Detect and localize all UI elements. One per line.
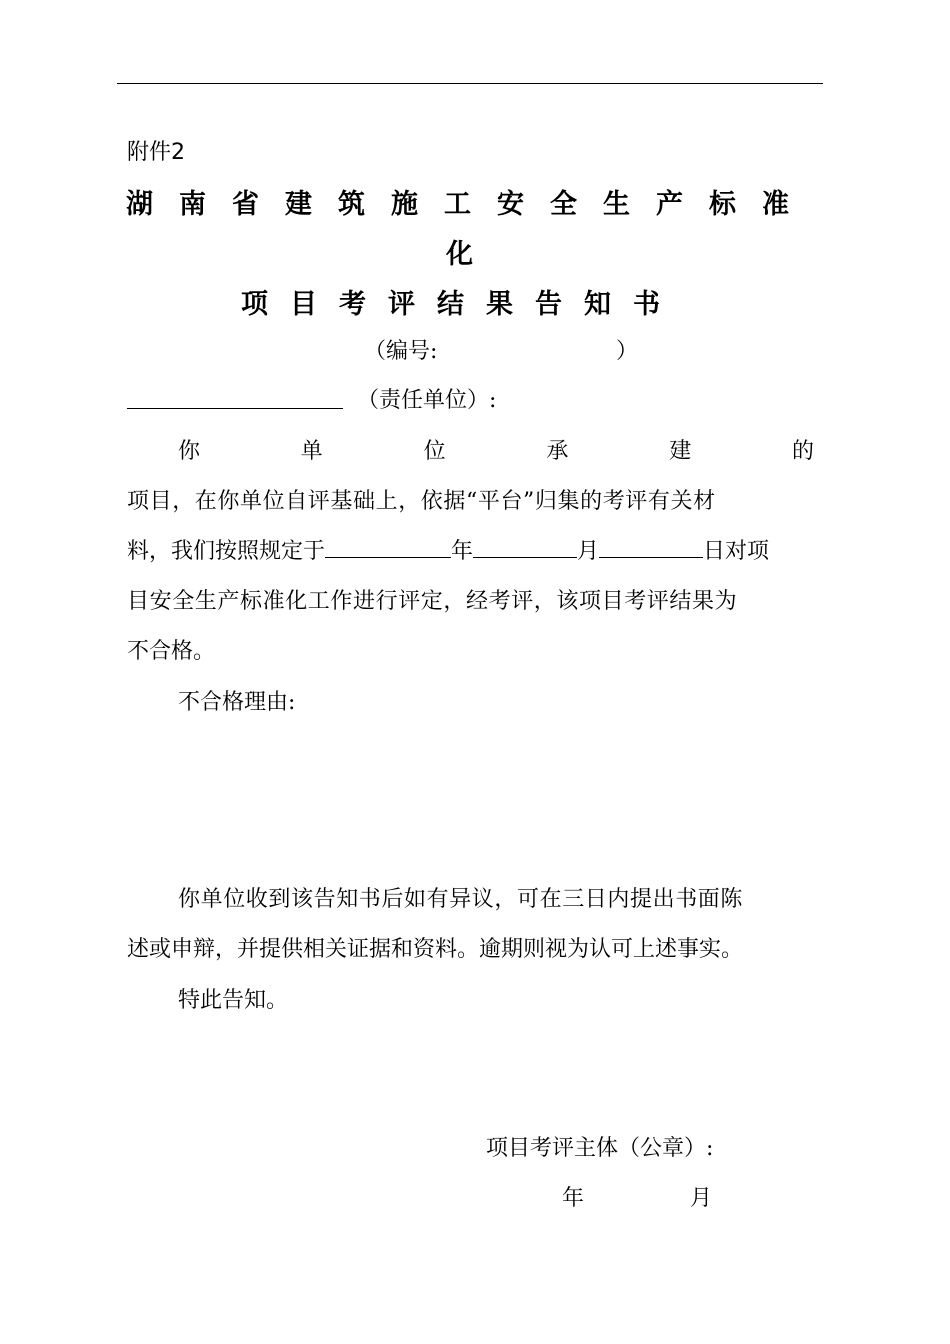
body-line-5: 不合格。: [127, 639, 216, 664]
responsible-unit-label: （责任单位）:: [357, 388, 497, 413]
month-label: 月: [577, 539, 600, 564]
failure-reason-label: 不合格理由:: [178, 690, 296, 715]
body-line-1-char: 建: [669, 439, 692, 464]
date-day-blank: [599, 535, 703, 558]
header-rule: [117, 83, 823, 84]
body-line-1-char: 单: [300, 439, 323, 464]
signature-month-label: 月: [690, 1186, 713, 1211]
attachment-label: 附件2: [127, 140, 185, 165]
day-label: 日对项: [703, 539, 770, 564]
body-line-1-char: 你: [178, 439, 201, 464]
body-line-4: 目安全生产标准化工作进行评定，经考评，该项目考评结果为: [127, 589, 738, 614]
body-line-1: [178, 434, 814, 465]
year-label: 年: [451, 539, 474, 564]
objection-line-2: 述或申辩，并提供相关证据和资料。逾期则视为认可上述事实。: [127, 937, 744, 962]
body-line-2: 项目，在你单位自评基础上，依据“平台”归集的考评有关材: [127, 489, 716, 514]
body-line-3-text: 料，我们按照规定于: [127, 539, 326, 564]
objection-line-1: 你单位收到该告知书后如有异议，可在三日内提出书面陈: [178, 887, 744, 912]
serial-number-close: ）: [616, 339, 639, 364]
issuer-seal-label: 项目考评主体（公章）:: [486, 1136, 714, 1161]
responsible-unit-blank: [127, 408, 343, 409]
date-year-blank: [325, 535, 451, 558]
body-line-1-char: 位: [423, 439, 446, 464]
document-title-line1: 湖南省建筑施工安全生产标准: [126, 189, 815, 220]
document-title-line1-continued: 化: [446, 239, 473, 270]
body-line-1-char: 承: [546, 439, 569, 464]
body-line-1-char: 的: [791, 439, 814, 464]
date-month-blank: [473, 535, 577, 558]
document-title-line2: 项目考评结果告知书: [241, 289, 682, 320]
serial-number-label: （编号:: [364, 339, 438, 364]
signature-year-label: 年: [562, 1186, 585, 1211]
body-line-3: [127, 534, 769, 565]
closing-notice: 特此告知。: [178, 988, 289, 1013]
